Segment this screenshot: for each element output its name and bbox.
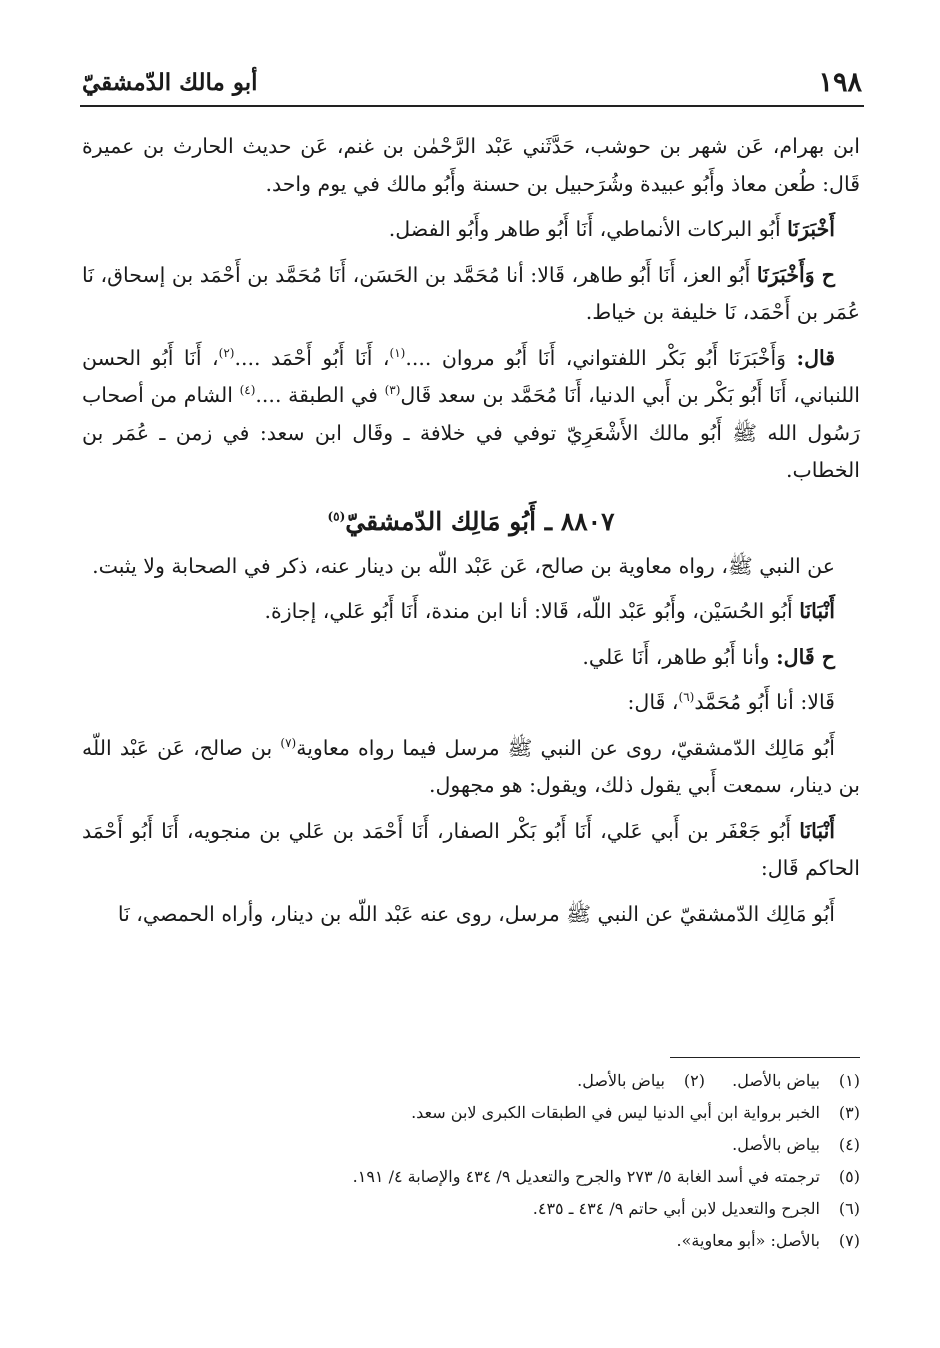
paragraph-text: وَأَخْبَرَنَا أَبُو بَكْر اللفتواني، أَنَا أَبُو مروان .... (405, 345, 797, 370)
paragraph-text: أَبُو البركات الأنماطي، أَنَا أَبُو طاهر وأَبُو الفضل. (388, 217, 788, 241)
footnote (82, 1097, 860, 1129)
page-number: ١٩٨ (818, 66, 862, 98)
footnote (570, 1065, 705, 1097)
footnote-number: (٣) (838, 1103, 860, 1122)
paragraph-11: أَبُو مَالِك الدّمشقيّ عن النبي ﷺ مرسل، روى عنه عَبْد اللّه بن دينار، وأراه الحمصي، نَا (117, 901, 835, 926)
paragraph-text: ، أَنَا أَبُو أَحْمَد .... (234, 345, 390, 370)
paragraph-text: وأنا أَبُو طاهر، أَنَا عَلي. (582, 644, 777, 669)
footnote-rule (670, 1057, 860, 1058)
paragraph-4 (82, 340, 860, 490)
footnote-ref[interactable]: (١) (389, 345, 406, 360)
paragraph-5: عن النبي ﷺ، رواه معاوية بن صالح، عَن عَبْد اللّه بن دينار عنه، ذكر في الصحابة ولا يثبت. (92, 553, 835, 578)
keyword: أَخْبَرَنَا (787, 217, 835, 241)
main-text (82, 128, 860, 941)
paragraph-10 (82, 813, 860, 888)
footnote (82, 1225, 860, 1257)
paragraph-text: بن صالح، عَن عَبْد اللّه بن دينار، سمعت أَبي يقول ذلك، ويقول: هو مجهول. (82, 735, 860, 797)
footnote-number: (٤) (838, 1135, 860, 1154)
footnote (82, 1129, 860, 1161)
running-title: أبو مالك الدّمشقيّ (82, 68, 258, 96)
footnote-ref[interactable]: (٤) (239, 383, 256, 398)
paragraph-text: ، أَنَا أَبُو الحسن اللنباني، أَنَا أَبُو بَكْر بن أَبي الدنيا، أَنَا مُحَمَّد بن سعد قَال (82, 345, 860, 407)
footnote-text: ترجمته في أسد الغابة ٥/ ٢٧٣ والجرح والتعديل ٩/ ٤٣٤ والإصابة ٤/ ١٩١. (352, 1167, 820, 1186)
paragraph-7 (82, 639, 860, 677)
paragraph-text: قَالا: أنا أَبُو مُحَمَّد (694, 690, 835, 714)
footnote-number: (٥) (838, 1167, 860, 1186)
footnote-text: الخبر برواية ابن أبي الدنيا ليس في الطبقات الكبرى لابن سعد. (411, 1103, 820, 1122)
paragraph-6 (82, 593, 860, 631)
paragraph-text: أَبُو العز، أَنَا أَبُو طاهر، قَالا: أنا مُحَمَّد بن الحَسَن، أَنَا مُحَمَّد بن أَحْمَد بن إسحاق، نَا عُمَر بن أَحْمَد، نَا خليفة بن خياط. (82, 262, 860, 324)
header-rule (80, 105, 864, 107)
paragraph-text: ، قَال: (627, 690, 679, 714)
paragraph-1: ابن بهرام، عَن شهر بن حوشب، حَدَّثَني عَبْد الرَّحْمٰن بن غنم، عَن حديث الحارث بن عميرة قَال: طُعن معاذ وأَبُو عبيدة وشُرَحبيل بن حسنة وأَبُو مالك في يوم واحد. (82, 134, 860, 196)
paragraph-8 (82, 684, 860, 722)
footnote (725, 1065, 860, 1097)
entry-heading-text: ٨٨٠٧ ـ أَبُو مَالِك الدّمشقيّ (345, 506, 615, 536)
keyword: قال: (796, 345, 836, 370)
footnote-number: (١) (838, 1071, 860, 1090)
keyword: أَنْبَانَا (799, 599, 835, 623)
paragraph-9 (82, 730, 860, 805)
footnote (82, 1193, 860, 1225)
paragraph-text: أَبُو جَعْفَر بن أَبي عَلي، أَنَا أَبُو بَكْر الصفار، أَنَا أَحْمَد بن عَلي بن منجويه، أَنَا أَبُو أَحْمَد الحاكم قَال: (82, 818, 860, 880)
footnote-ref[interactable]: (٣) (384, 383, 401, 398)
paragraph-2 (82, 211, 860, 249)
footnote-number: (٧) (838, 1231, 860, 1250)
footnote-text: بياض بالأصل. (732, 1071, 820, 1090)
page-header (82, 62, 862, 102)
footnote-number: (٦) (838, 1199, 860, 1218)
footnote-text: الجرح والتعديل لابن أبي حاتم ٩/ ٤٣٤ ـ ٤٣٥. (532, 1199, 820, 1218)
footnote-text: بياض بالأصل. (732, 1135, 820, 1154)
footnote-text: بالأصل: «أبو معاوية». (676, 1231, 820, 1250)
keyword: ح وَأَخْبَرَنَا (756, 262, 836, 287)
paragraph-text: أَبُو مَالِك الدّمشقيّ، روى عن النبي ﷺ مرسل فيما رواه معاوية (296, 735, 835, 760)
footnote-ref[interactable]: (٦) (678, 690, 695, 705)
footnotes (82, 1065, 860, 1257)
footnote-ref[interactable]: (٢) (218, 345, 235, 360)
keyword: أَنْبَانَا (799, 818, 835, 843)
footnote-number: (٢) (683, 1071, 705, 1090)
paragraph-text: الشام من أصحاب رَسُول الله ﷺ أَبُو مالك الأَشْعَرِيّ توفي في خلافة ـ وقَال ابن سعد: في زمن ـ عُمَر بن الخطاب. (82, 383, 860, 482)
footnote-ref[interactable]: (٧) (280, 735, 297, 750)
footnote (82, 1161, 860, 1193)
entry-heading (82, 504, 860, 540)
footnote-pair (82, 1065, 860, 1097)
paragraph-3 (82, 257, 860, 332)
paragraph-text: أَبُو الحُسَيْن، وأَبُو عَبْد اللّه، قَالا: أنا ابن مندة، أَنَا أَبُو عَلي، إجازة. (264, 599, 800, 623)
paragraph-text: في الطبقة .... (255, 383, 385, 407)
footnote-ref[interactable]: (٥) (327, 509, 346, 524)
footnote-text: بياض بالأصل. (577, 1071, 665, 1090)
keyword: ح قَال: (776, 644, 835, 669)
